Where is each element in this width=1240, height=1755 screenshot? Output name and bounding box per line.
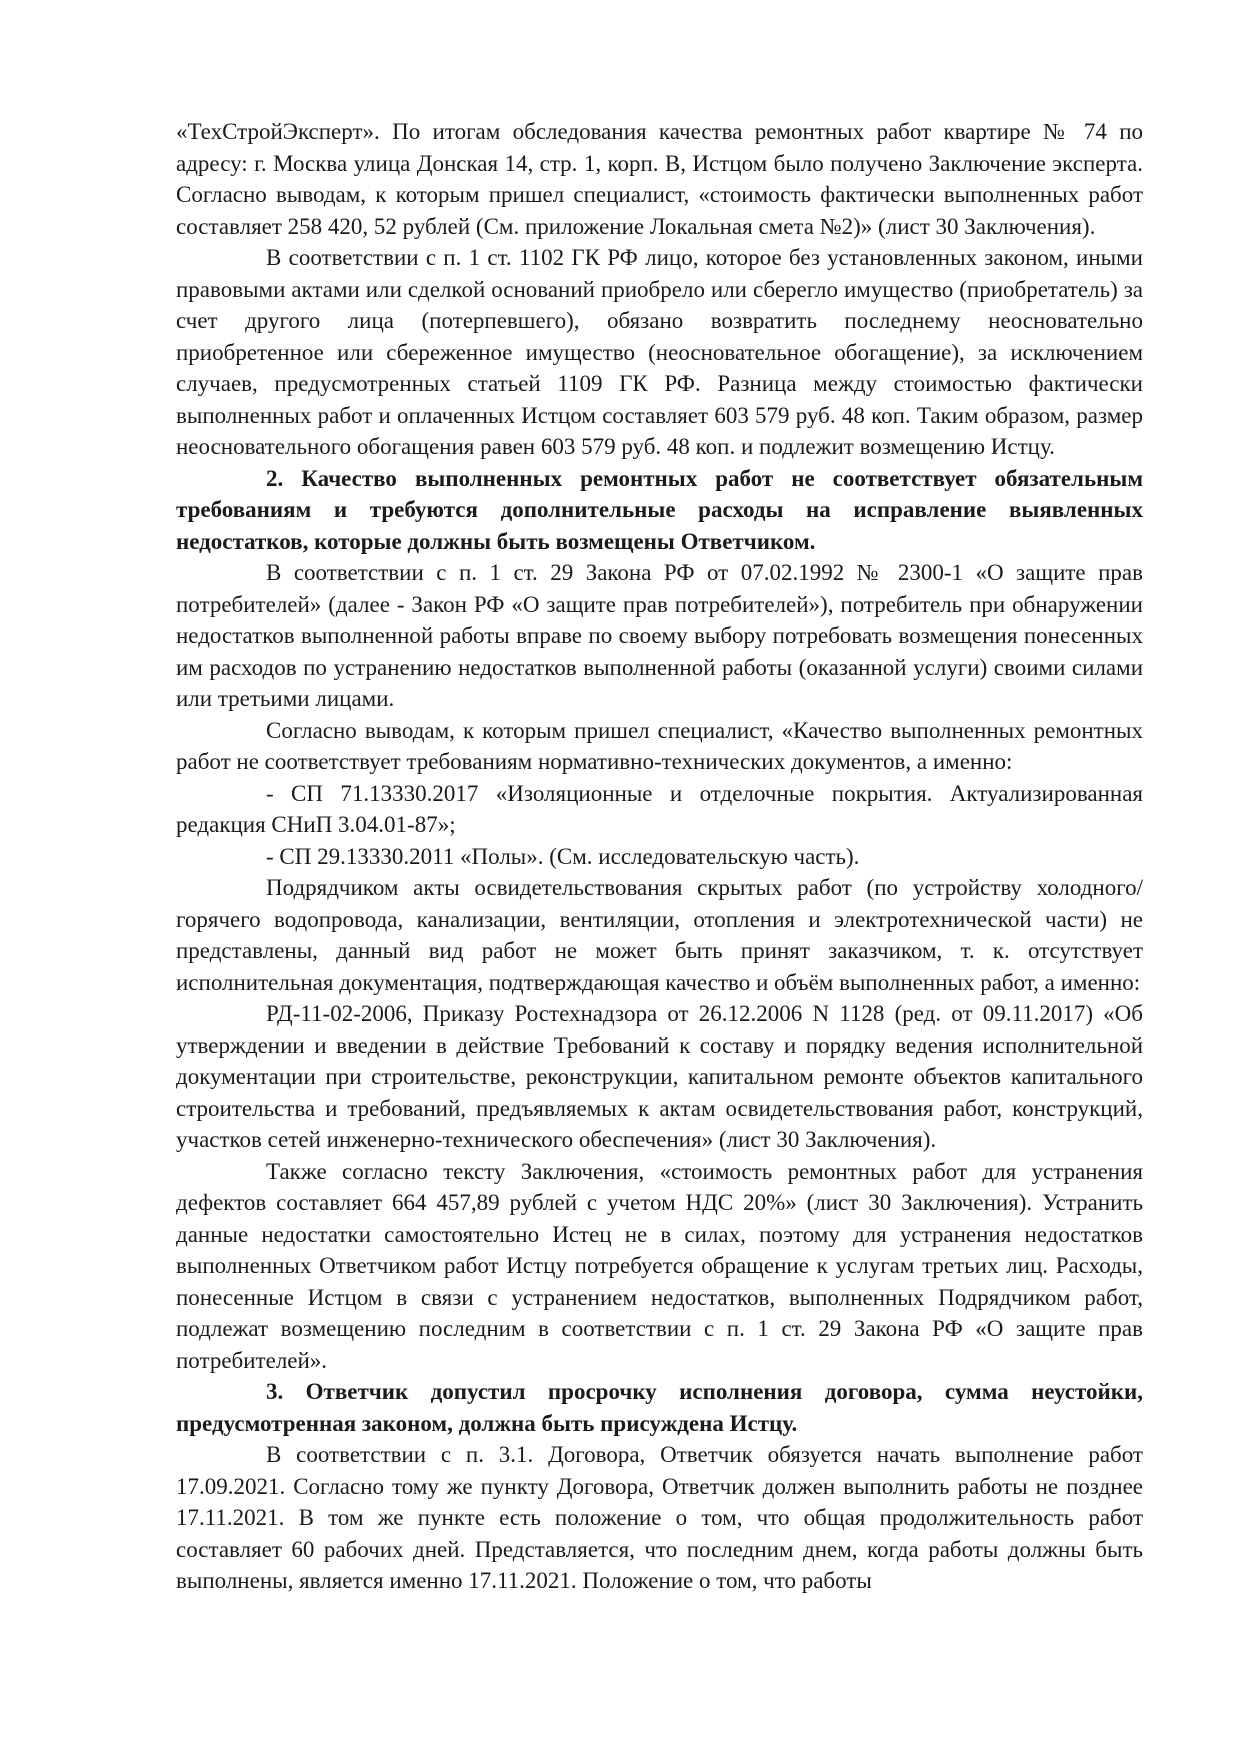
list-item-sp-71: - СП 71.13330.2017 «Изоляционные и отделочные покрытия. Актуализированная редакция СНиП 3.04.01-87»; xyxy=(176,780,1143,837)
list-item-sp-29: - СП 29.13330.2011 «Полы». (См. исследовательскую часть). xyxy=(266,843,860,869)
paragraph-unjust-enrichment: В соответствии с п. 1 ст. 1102 ГК РФ лицо, которое без установленных законом, иными правовыми актами или сделкой оснований приобрело или сберегло имущество (приобретатель) за счет другого лица (потерпевшего), обязано возвратить последнему неосновательно приобретенное или сбереженное имущество (неосновательное обогащение), за исключением случаев, предусмотренных статьей 1109 ГК РФ. Разница между стоимостью фактически выполненных работ и оплаченных Истцом составляет 603 579 руб. 48 коп. Таким образом, размер неосновательного обогащения равен 603 579 руб. 48 коп. и подлежит возмещению Истцу. xyxy=(176,245,1143,459)
paragraph-specialist-findings: Согласно выводам, к которым пришел специалист, «Качество выполненных ремонтных работ не соответствует требованиям нормативно-технических документов, а именно: xyxy=(176,717,1143,774)
document-page xyxy=(176,116,1143,1597)
paragraph-rd-11-02-2006: РД-11-02-2006, Приказу Ростехнадзора от 26.12.2006 N 1128 (ред. от 09.11.2017) «Об утверждении и введении в действие Требований к составу и порядку ведения исполнительной документации при строительстве, реконструкции, капитальном ремонте объектов капитального строительства и требований, предъявляемых к актам освидетельствования работ, конструкций, участков сетей инженерно-технического обеспечения» (лист 30 Заключения). xyxy=(176,1001,1143,1152)
paragraph-contract-deadline: В соответствии с п. 3.1. Договора, Ответчик обязуется начать выполнение работ 17.09.2021. Согласно тому же пункту Договора, Ответчик должен выполнить работы не позднее 17.11.2021. В том же пункте есть положение о том, что общая продолжительность работ составляет 60 рабочих дней. Представляется, что последним днем, когда работы должны быть выполнены, является именно 17.11.2021. Положение о том, что работы xyxy=(176,1442,1143,1593)
paragraph-hidden-works-acts: Подрядчиком акты освидетельствования скрытых работ (по устройству холодного/горячего водопровода, канализации, вентиляции, отопления и электротехнической части) не представлены, данный вид работ не может быть принят заказчиком, т. к. отсутствует исполнительная документация, подтверждающая качество и объём выполненных работ, а именно: xyxy=(176,875,1143,995)
section-heading-2: 2. Качество выполненных ремонтных работ не соответствует обязательным требованиям и требуются дополнительные расходы на исправление выявленных недостатков, которые должны быть возмещены Ответчиком. xyxy=(176,465,1143,554)
section-heading-3: 3. Ответчик допустил просрочку исполнения договора, сумма неустойки, предусмотренная законом, должна быть присуждена Истцу. xyxy=(176,1379,1143,1436)
paragraph-expert-conclusion: «ТехСтройЭксперт». По итогам обследования качества ремонтных работ квартире № 74 по адресу: г. Москва улица Донская 14, стр. 1, корп. В, Истцом было получено Заключение эксперта. Согласно выводам, к которым пришел специалист, «стоимость фактически выполненных работ составляет 258 420, 52 рублей (См. приложение Локальная смета №2)» (лист 30 Заключения). xyxy=(176,119,1143,239)
paragraph-repair-cost: Также согласно тексту Заключения, «стоимость ремонтных работ для устранения дефектов составляет 664 457,89 рублей с учетом НДС 20%» (лист 30 Заключения). Устранить данные недостатки самостоятельно Истец не в силах, поэтому для устранения недостатков выполненных Ответчиком работ Истцу потребуется обращение к услугам третьих лиц. Расходы, понесенные Истцом в связи с устранением недостатков, выполненных Подрядчиком работ, подлежат возмещению последним в соответствии с п. 1 ст. 29 Закона РФ «О защите прав потребителей». xyxy=(176,1158,1143,1373)
paragraph-consumer-rights-law: В соответствии с п. 1 ст. 29 Закона РФ от 07.02.1992 № 2300-1 «О защите прав потребителей» (далее - Закон РФ «О защите прав потребителей»), потребитель при обнаружении недостатков выполненной работы вправе по своему выбору потребовать возмещения понесенных им расходов по устранению недостатков выполненной работы (оказанной услуги) своими силами или третьими лицами. xyxy=(176,560,1143,711)
